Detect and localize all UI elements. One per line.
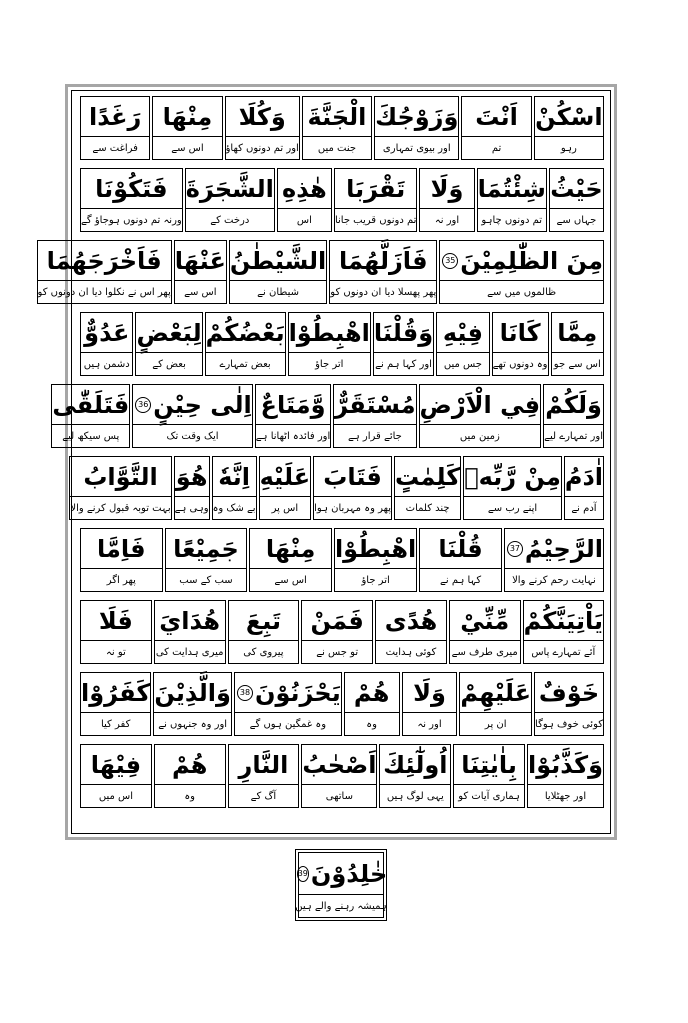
arabic-text: الْجَنَّةَ [307,102,367,131]
word-cell [228,600,300,664]
arabic-word [403,673,457,712]
word-cell [154,600,226,664]
arabic-word [81,745,151,784]
arabic-word [552,313,603,352]
ayah-number-marker: 37 [507,541,523,557]
word-cell [534,672,604,736]
arabic-word [478,169,546,208]
arabic-word [303,97,371,136]
word-cell [135,312,202,376]
arabic-text: شِئْتُمَا [477,174,546,203]
arabic-text: هُوَ [175,462,208,491]
urdu-translation: اور کہا ہم نے [374,352,433,375]
arabic-word [175,457,209,496]
urdu-translation: رہو [535,136,603,159]
word-cell [165,528,248,592]
arabic-word [175,241,226,280]
arabic-word [229,745,299,784]
arabic-word [70,457,170,496]
word-cell [527,744,604,808]
table-row [37,240,604,304]
word-cell [80,600,152,664]
word-cell [492,312,549,376]
word-cell [249,528,332,592]
arabic-word [136,313,201,352]
urdu-translation: پھر اس نے نکلوا دیا ان دونوں کو [38,280,171,303]
word-cell [329,240,437,304]
arabic-word [289,313,370,352]
word-cell [419,168,474,232]
urdu-translation: دشمن ہیں [81,352,132,375]
urdu-translation: پیروی کی [229,640,299,663]
word-cell [543,384,604,448]
arabic-word [81,601,151,640]
word-cell [259,456,312,520]
arabic-text: مِنْهَا [162,102,213,131]
urdu-translation: میری ہدایت کی [155,640,225,663]
arabic-word [278,169,331,208]
arabic-word [505,529,603,568]
arabic-word [376,601,446,640]
urdu-translation: بہت توبہ قبول کرنے والا [70,496,170,519]
word-cell [37,240,172,304]
table-row [52,384,604,448]
table-row [78,672,604,736]
urdu-translation: تو نہ [81,640,151,663]
ayah-number-marker: 36 [135,397,151,413]
urdu-translation: ان پر [460,712,531,735]
arabic-word [524,601,603,640]
arabic-word [334,385,415,424]
urdu-translation: وہ [345,712,399,735]
urdu-translation: فراغت سے [81,136,149,159]
word-cell [228,744,300,808]
word-cell [504,528,604,592]
arabic-text: فِيْهِ [442,318,483,347]
word-cell [436,312,489,376]
word-cell [463,456,562,520]
arabic-text: كَفَرُوْا [81,678,151,707]
arabic-text: عَلَيْهِمْ [460,678,532,707]
word-cell [459,672,532,736]
arabic-text: تَقْرَبَا [346,174,406,203]
arabic-text: مِنْ رَّبِّهٖ [464,462,561,491]
arabic-word [155,601,225,640]
arabic-text: التَّوَّابُ [83,462,158,491]
arabic-text: فَمَنْ [310,606,364,635]
urdu-translation: بعض کے [136,352,201,375]
urdu-translation: شیطان نے [230,280,326,303]
arabic-word [345,673,399,712]
arabic-word [81,673,150,712]
word-cell [549,168,604,232]
word-cell [374,96,459,160]
arabic-word [235,673,341,712]
word-cell [288,312,371,376]
arabic-word [81,313,132,352]
arabic-text: بِاٰيٰتِنَا [461,750,517,779]
urdu-translation: ہمیشہ رہنے والے ہیں [299,894,383,917]
arabic-text: هُمْ [353,678,390,707]
arabic-text: عَلَيْهِ [259,462,311,491]
table-row [78,600,604,664]
word-cell [153,672,232,736]
urdu-translation: وہی ہے [175,496,209,519]
word-cell [334,528,417,592]
urdu-translation: کفر کیا [81,712,150,735]
urdu-translation: آئے تمہارے پاس [524,640,603,663]
word-cell [205,312,286,376]
word-cell [564,456,604,520]
arabic-text: فَتَكُوْنَا [95,174,168,203]
arabic-word [330,241,436,280]
arabic-word [206,313,285,352]
word-cell [132,384,253,448]
arabic-text: الرَّحِيْمُ [524,534,603,563]
word-cell [551,312,604,376]
word-cell [80,168,183,232]
urdu-translation: چند کلمات [395,496,460,519]
arabic-word [297,853,388,894]
arabic-word [460,673,531,712]
arabic-word [38,241,171,280]
arabic-text: اهْبِطُوْا [288,318,370,347]
word-cell [255,384,331,448]
arabic-word [302,745,376,784]
arabic-word [550,169,603,208]
urdu-translation: اور تمہارے لیے [544,424,603,447]
word-cell [344,672,400,736]
urdu-translation: اور بیوی تمہاری [375,136,458,159]
arabic-word [335,529,416,568]
word-cell [523,600,604,664]
urdu-translation: تم [462,136,530,159]
word-cell [477,168,547,232]
urdu-translation: جس میں [437,352,488,375]
urdu-translation: زمین میں [420,424,541,447]
urdu-translation: تو جس نے [302,640,372,663]
arabic-text: اهْبِطُوْا [334,534,417,563]
arabic-text: حَيْثُ [550,174,603,203]
table-row [78,312,604,376]
arabic-text: هُدَايَ [159,606,221,635]
arabic-word [186,169,274,208]
arabic-text: مِنْهَا [265,534,316,563]
arabic-text: تَبِعَ [245,606,282,635]
word-cell [69,456,171,520]
word-cell [154,744,226,808]
arabic-text: هُدًى [384,606,438,635]
final-word-box [295,849,387,921]
word-cell [51,384,130,448]
urdu-translation: اپنے رب سے [464,496,561,519]
urdu-translation: ظالموں میں سے [440,280,603,303]
word-cell [439,240,604,304]
arabic-text: خٰلِدُوْنَ [310,859,388,888]
urdu-translation: اور تم دونوں کھاؤ [226,136,299,159]
word-cell [212,456,257,520]
arabic-text: وَلَكُمْ [545,390,602,419]
arabic-text: فِي الْاَرْضِ [419,390,541,419]
arabic-word [535,673,603,712]
word-cell [80,312,133,376]
arabic-word [454,745,524,784]
arabic-word [528,745,603,784]
arabic-word [335,169,417,208]
urdu-translation: اس میں [81,784,151,807]
word-cell [229,240,327,304]
arabic-text: فَاَخْرَجَهُمَا [46,246,162,275]
word-cell [375,600,447,664]
arabic-text: كَلِمٰتٍ [395,462,461,491]
urdu-translation: وہ غمگین ہوں گے [235,712,341,735]
arabic-text: وَّمَتَاعٌ [260,390,326,419]
arabic-text: اُولٰٓئِكَ [383,750,448,779]
word-cell [174,456,210,520]
arabic-word [535,97,603,136]
arabic-text: وَقُلْنَا [373,318,434,347]
arabic-word [153,97,221,136]
urdu-translation: تم دونوں قریب جانا [335,208,417,231]
urdu-translation: آدم نے [565,496,603,519]
urdu-translation: وہ [155,784,225,807]
arabic-word [154,673,231,712]
arabic-word [375,97,458,136]
arabic-word [226,97,299,136]
arabic-word [544,385,603,424]
arabic-text: جَمِيْعًا [173,534,239,563]
arabic-word [462,97,530,136]
arabic-text: يَاْتِيَنَّكُمْ [523,606,603,635]
word-cell [313,456,392,520]
arabic-text: فَلَا [98,606,133,635]
arabic-text: فَاِمَّا [97,534,146,563]
arabic-text: هٰذِهِ [282,174,327,203]
urdu-translation: سب کے سب [166,568,247,591]
word-cell [449,600,521,664]
word-cell [80,528,163,592]
arabic-text: وَكَذَّبُوْا [527,750,603,779]
urdu-translation: اس پر [260,496,311,519]
arabic-word [493,313,548,352]
word-cell [80,96,150,160]
urdu-translation: اور جھٹلایا [528,784,603,807]
urdu-translation: ہماری آیات کو [454,784,524,807]
arabic-text: النَّارِ [238,750,289,779]
arabic-text: وَزَوْجُكَ [375,102,459,131]
urdu-translation: ورنہ تم دونوں ہوجاؤ گے [81,208,182,231]
arabic-text: اِنَّهٗ [218,462,250,491]
word-cell [461,96,531,160]
arabic-word [440,241,603,280]
arabic-text: اٰدَمُ [564,462,603,491]
urdu-translation: اتر جاؤ [289,352,370,375]
arabic-text: رَغَدًا [88,102,142,131]
arabic-word [260,457,311,496]
word-cell [334,168,418,232]
urdu-translation: جہاں سے [550,208,603,231]
arabic-text: مِّنِّيْ [460,606,510,635]
arabic-word [420,529,501,568]
arabic-text: مِنَ الظّٰلِمِيْنَ [460,246,603,275]
arabic-text: فِيْهَا [90,750,142,779]
word-cell [301,744,377,808]
arabic-text: هُمْ [171,750,208,779]
urdu-translation: درخت کے [186,208,274,231]
word-cell [302,96,372,160]
arabic-text: اَنْتَ [475,102,518,131]
urdu-translation: اور نہ [420,208,473,231]
arabic-word [155,745,225,784]
table-row [78,96,604,160]
arabic-word [420,385,541,424]
word-cell [80,672,151,736]
arabic-text: اسْكُنْ [535,102,603,131]
arabic-text: فَتَابَ [323,462,382,491]
arabic-text: عَدُوٌّ [84,318,130,347]
word-cell [174,240,227,304]
arabic-word [166,529,247,568]
word-cell [534,96,604,160]
arabic-text: وَلَا [413,678,446,707]
arabic-text: قُلْنَا [438,534,483,563]
arabic-text: يَحْزَنُوْنَ [254,678,341,707]
urdu-translation: ایک وقت تک [133,424,252,447]
word-table-frame [37,84,617,840]
ayah-number-marker: 38 [237,685,253,701]
word-cell [234,672,342,736]
arabic-word [395,457,460,496]
word-cell [379,744,451,808]
arabic-text: وَكُلَا [238,102,286,131]
arabic-text: اَصْحٰبُ [302,750,377,779]
arabic-word [302,601,372,640]
arabic-word [52,385,129,424]
urdu-translation: ساتھی [302,784,376,807]
arabic-word [213,457,256,496]
urdu-translation: وہ دونوں تھے [493,352,548,375]
arabic-text: كَانَا [499,318,541,347]
urdu-translation: جنت میں [303,136,371,159]
urdu-translation: اور نہ [403,712,457,735]
arabic-text: مُسْتَقَرٌّ [334,390,416,419]
arabic-word [256,385,330,424]
word-cell [152,96,222,160]
arabic-word [81,97,149,136]
arabic-text: اِلٰى حِيْنٍ [153,390,252,419]
arabic-word [464,457,561,496]
arabic-text: خَوْفٌ [538,678,600,707]
arabic-text: وَلَا [430,174,464,203]
urdu-translation: یہی لوگ ہیں [380,784,450,807]
urdu-translation: اس [278,208,331,231]
table-row [78,168,604,232]
arabic-text: لِبَعْضٍ [136,318,202,347]
word-cell [419,528,502,592]
word-cell [394,456,461,520]
arabic-word [420,169,473,208]
urdu-translation: پھر اگر [81,568,162,591]
urdu-translation: بعض تمہارے [206,352,285,375]
word-cell [301,600,373,664]
urdu-translation: کوئی ہدایت [376,640,446,663]
urdu-translation: پس سیکھ لیے [52,424,129,447]
word-cell [419,384,542,448]
arabic-word [450,601,520,640]
arabic-word [81,529,162,568]
arabic-text: فَاَزَلَّهُمَا [339,246,428,275]
arabic-word [314,457,391,496]
arabic-word [230,241,326,280]
arabic-word [81,169,182,208]
urdu-translation: اس سے جو [552,352,603,375]
urdu-translation: کہا ہم نے [420,568,501,591]
table-row [70,456,604,520]
arabic-word [374,313,433,352]
arabic-text: بَعْضُكُمْ [205,318,285,347]
word-cell [373,312,434,376]
arabic-word [565,457,603,496]
urdu-translation: پھر وہ مہربان ہوا [314,496,391,519]
arabic-word [133,385,252,424]
word-cell [453,744,525,808]
urdu-translation: تم دونوں چاہو [478,208,546,231]
word-cell [225,96,300,160]
arabic-text: فَتَلَقّٰى [52,390,130,419]
word-cell [402,672,458,736]
urdu-translation: بے شک وہ [213,496,256,519]
arabic-text: وَالَّذِيْنَ [154,678,231,707]
urdu-translation: نہایت رحم کرنے والا [505,568,603,591]
urdu-translation: آگ کے [229,784,299,807]
word-cell [80,744,152,808]
table-row [78,528,604,592]
word-table [37,90,611,834]
urdu-translation: پھر پھسلا دیا ان دونوں کو [330,280,436,303]
urdu-translation: اس سے [250,568,331,591]
arabic-word [437,313,488,352]
arabic-text: الشَّجَرَةَ [185,174,274,203]
urdu-translation: اس سے [153,136,221,159]
arabic-word [380,745,450,784]
urdu-translation: اتر جاؤ [335,568,416,591]
urdu-translation: میری طرف سے [450,640,520,663]
table-row [78,744,604,808]
urdu-translation: اور وہ جنہوں نے [154,712,231,735]
arabic-word [250,529,331,568]
word-cell [185,168,275,232]
urdu-translation: کوئی خوف ہوگا [535,712,603,735]
urdu-translation: اور فائدہ اٹھانا ہے [256,424,330,447]
urdu-translation: جائے قرار ہے [334,424,415,447]
arabic-word [229,601,299,640]
word-cell [333,384,416,448]
word-cell [277,168,332,232]
arabic-text: مِمَّا [557,318,598,347]
ayah-number-marker: 35 [442,253,458,269]
arabic-text: الشَّيْطٰنُ [229,246,327,275]
arabic-text: عَنْهَا [174,246,226,275]
urdu-translation: اس سے [175,280,226,303]
ayah-number-marker: 39 [297,866,309,882]
